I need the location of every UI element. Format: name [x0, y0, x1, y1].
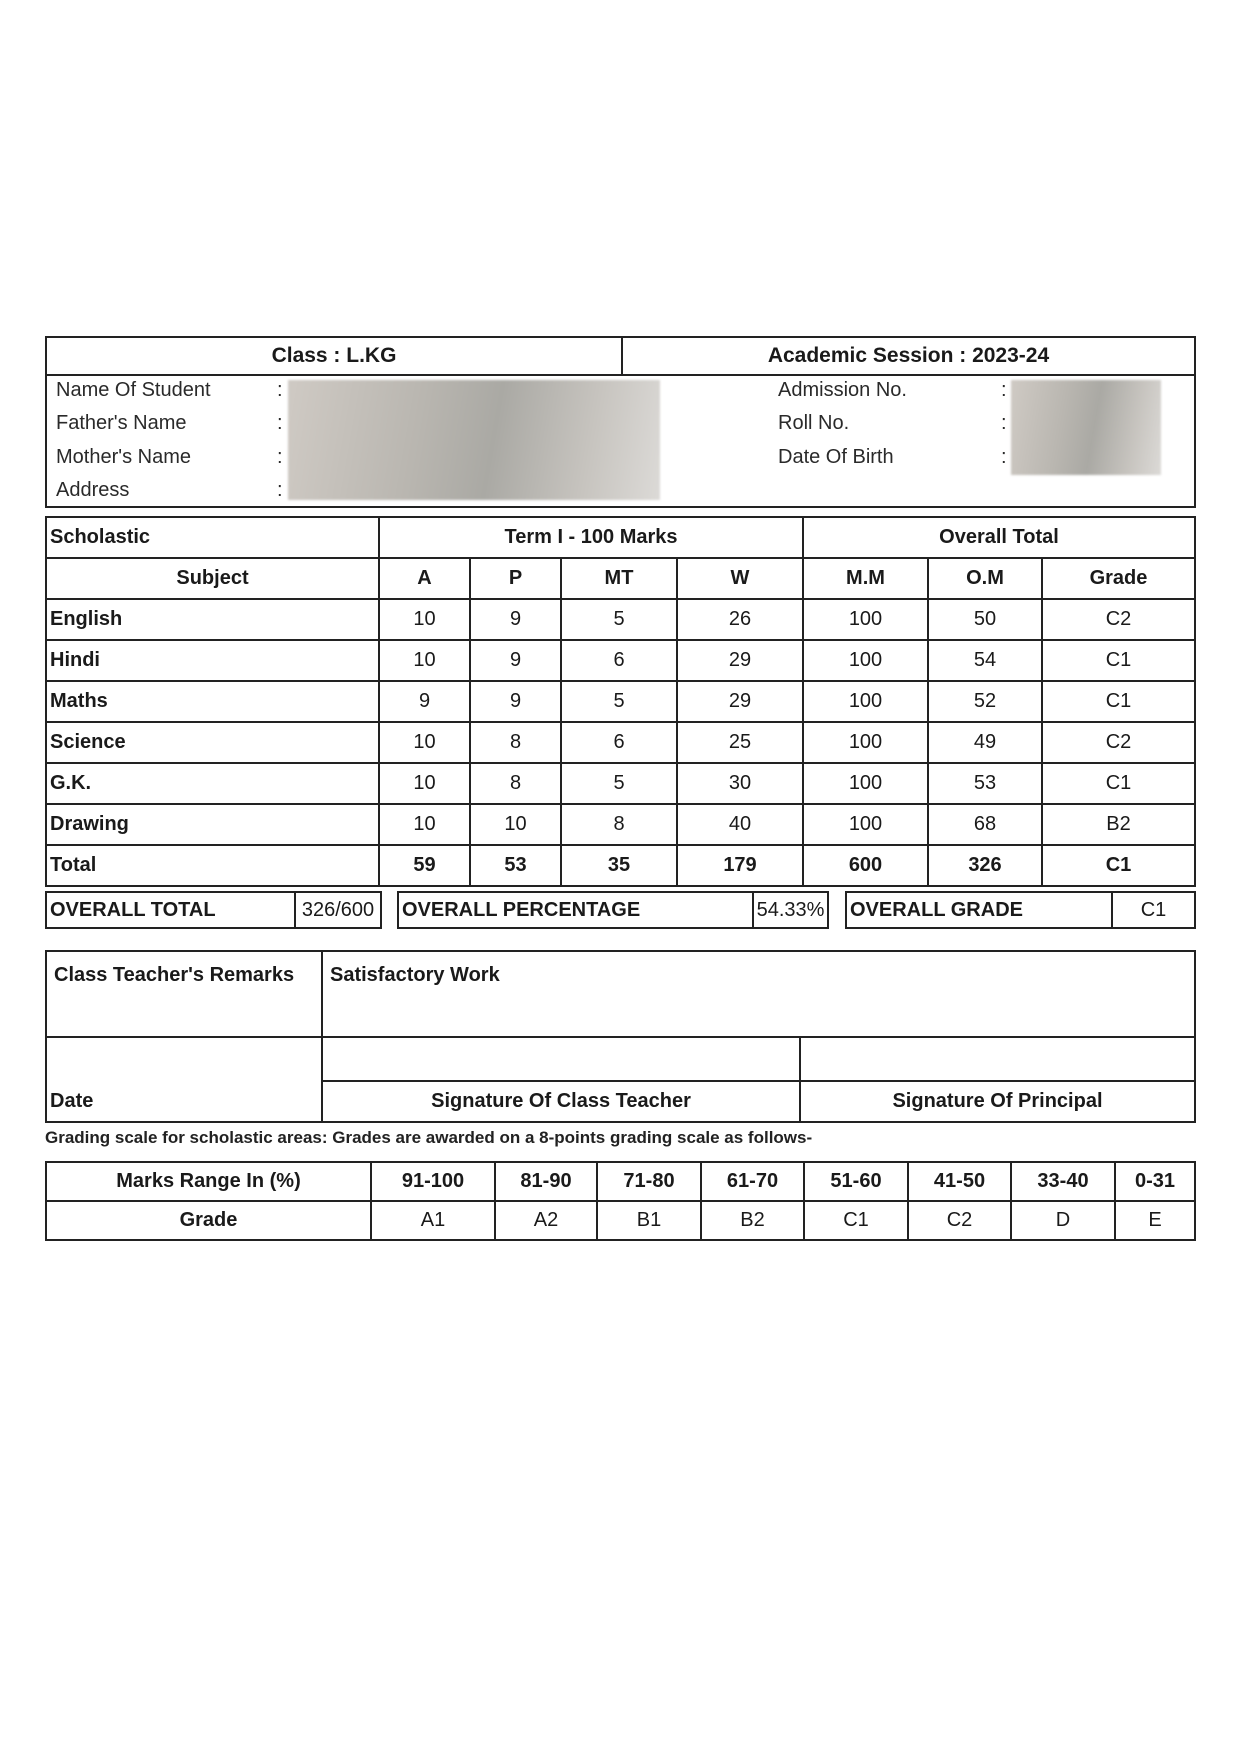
cell-grade: C1	[1042, 763, 1195, 804]
grade-cell: C1	[804, 1201, 908, 1240]
total-p: 53	[470, 845, 561, 886]
table-row	[46, 681, 1195, 722]
cell-mt: 5	[561, 681, 677, 722]
colon: :	[277, 446, 283, 468]
cell-mt: 5	[561, 763, 677, 804]
cell-p: 9	[470, 599, 561, 640]
cell-mt: 6	[561, 640, 677, 681]
grade-cell: A1	[371, 1201, 495, 1240]
principal-signature-label: Signature Of Principal	[800, 1081, 1195, 1122]
total-mt: 35	[561, 845, 677, 886]
cell-a: 10	[379, 599, 470, 640]
group-scholastic: Scholastic	[46, 517, 379, 558]
overall-total-box	[45, 891, 382, 929]
grade-row	[46, 1201, 1195, 1240]
colon: :	[277, 379, 283, 401]
total-mm: 600	[803, 845, 928, 886]
colon: :	[277, 412, 283, 434]
label-roll-no: Roll No.	[778, 412, 850, 434]
redacted-student-details	[288, 380, 660, 500]
group-overall-total: Overall Total	[803, 517, 1195, 558]
range-row	[46, 1162, 1195, 1201]
signature-space-row	[46, 1037, 1195, 1081]
cell-a: 10	[379, 722, 470, 763]
label-date-of-birth: Date Of Birth	[778, 446, 894, 468]
subject-cell: Maths	[46, 681, 379, 722]
col-mt: MT	[561, 558, 677, 599]
cell-mt: 8	[561, 804, 677, 845]
cell-om: 53	[928, 763, 1042, 804]
overall-grade-label: OVERALL GRADE	[850, 898, 1023, 921]
cell-mm: 100	[803, 640, 928, 681]
grade-cell: C2	[908, 1201, 1011, 1240]
col-om: O.M	[928, 558, 1042, 599]
cell-p: 8	[470, 763, 561, 804]
range-cell: 91-100	[371, 1162, 495, 1201]
grading-scale-table	[45, 1161, 1196, 1241]
cell-a: 10	[379, 763, 470, 804]
overall-total-label: OVERALL TOTAL	[50, 898, 216, 921]
cell-grade: C2	[1042, 722, 1195, 763]
table-row	[46, 640, 1195, 681]
cell-w: 29	[677, 681, 803, 722]
session-label: Academic Session : 2023-24	[622, 337, 1195, 375]
grade-cell: E	[1115, 1201, 1195, 1240]
label-address: Address	[56, 479, 130, 501]
label-name-of-student: Name Of Student	[56, 379, 211, 401]
cell-w: 40	[677, 804, 803, 845]
cell-mm: 100	[803, 804, 928, 845]
col-mm: M.M	[803, 558, 928, 599]
overall-grade-box	[845, 891, 1196, 929]
total-w: 179	[677, 845, 803, 886]
range-cell: 81-90	[495, 1162, 597, 1201]
cell-w: 26	[677, 599, 803, 640]
teacher-signature-space	[322, 1037, 800, 1081]
cell-om: 49	[928, 722, 1042, 763]
principal-signature-space	[800, 1037, 1195, 1081]
cell-w: 25	[677, 722, 803, 763]
overall-percentage-label: OVERALL PERCENTAGE	[402, 898, 641, 921]
overall-percentage-box	[397, 891, 829, 929]
grade-cell: B2	[701, 1201, 804, 1240]
overall-percentage-value: 54.33%	[752, 893, 827, 927]
cell-grade: B2	[1042, 804, 1195, 845]
cell-grade: C1	[1042, 681, 1195, 722]
range-cell: 51-60	[804, 1162, 908, 1201]
remarks-table	[45, 950, 1196, 1123]
grading-scale-note: Grading scale for scholastic areas: Grades are awarded on a 8-points grading scale as follows-	[45, 1128, 813, 1147]
grade-label: Grade	[46, 1201, 371, 1240]
cell-om: 52	[928, 681, 1042, 722]
cell-p: 10	[470, 804, 561, 845]
cell-p: 9	[470, 681, 561, 722]
range-cell: 61-70	[701, 1162, 804, 1201]
cell-p: 9	[470, 640, 561, 681]
group-header-row	[46, 517, 1195, 558]
table-row	[46, 763, 1195, 804]
remarks-label: Class Teacher's Remarks	[46, 951, 322, 1037]
overall-total-value: 326/600	[294, 893, 380, 927]
marks-table	[45, 516, 1196, 887]
col-a: A	[379, 558, 470, 599]
range-cell: 33-40	[1011, 1162, 1115, 1201]
range-label: Marks Range In (%)	[46, 1162, 371, 1201]
subject-cell: Drawing	[46, 804, 379, 845]
cell-mm: 100	[803, 763, 928, 804]
cell-om: 68	[928, 804, 1042, 845]
redacted-admission-details	[1011, 380, 1161, 475]
colon: :	[1001, 379, 1007, 401]
total-grade: C1	[1042, 845, 1195, 886]
cell-mt: 5	[561, 599, 677, 640]
teacher-signature-label: Signature Of Class Teacher	[322, 1081, 800, 1122]
cell-w: 30	[677, 763, 803, 804]
label-admission-no: Admission No.	[778, 379, 907, 401]
label-mothers-name: Mother's Name	[56, 446, 191, 468]
total-om: 326	[928, 845, 1042, 886]
col-grade: Grade	[1042, 558, 1195, 599]
total-a: 59	[379, 845, 470, 886]
subject-cell: Hindi	[46, 640, 379, 681]
class-label: Class : L.KG	[46, 337, 622, 375]
table-row	[46, 804, 1195, 845]
colon: :	[1001, 412, 1007, 434]
range-cell: 71-80	[597, 1162, 701, 1201]
remarks-value: Satisfactory Work	[322, 951, 1195, 1037]
cell-p: 8	[470, 722, 561, 763]
cell-mm: 100	[803, 722, 928, 763]
student-info	[45, 373, 1196, 508]
colon: :	[1001, 446, 1007, 468]
col-p: P	[470, 558, 561, 599]
colon: :	[277, 479, 283, 501]
label-fathers-name: Father's Name	[56, 412, 187, 434]
cell-a: 10	[379, 804, 470, 845]
date-label: Date	[46, 1037, 322, 1122]
remarks-row	[46, 951, 1195, 1037]
cell-a: 9	[379, 681, 470, 722]
cell-om: 54	[928, 640, 1042, 681]
subject-cell: G.K.	[46, 763, 379, 804]
cell-grade: C2	[1042, 599, 1195, 640]
total-row	[46, 845, 1195, 886]
cell-mt: 6	[561, 722, 677, 763]
range-cell: 0-31	[1115, 1162, 1195, 1201]
subject-cell: English	[46, 599, 379, 640]
cell-om: 50	[928, 599, 1042, 640]
cell-a: 10	[379, 640, 470, 681]
col-subject: Subject	[46, 558, 379, 599]
col-w: W	[677, 558, 803, 599]
overall-grade-value: C1	[1111, 893, 1194, 927]
grade-cell: B1	[597, 1201, 701, 1240]
range-cell: 41-50	[908, 1162, 1011, 1201]
cell-mm: 100	[803, 599, 928, 640]
cell-w: 29	[677, 640, 803, 681]
cell-mm: 100	[803, 681, 928, 722]
cell-grade: C1	[1042, 640, 1195, 681]
group-term-1: Term I - 100 Marks	[379, 517, 803, 558]
table-row	[46, 722, 1195, 763]
table-row	[46, 599, 1195, 640]
header-table	[45, 336, 1196, 376]
total-label: Total	[46, 845, 379, 886]
grade-cell: A2	[495, 1201, 597, 1240]
header-row	[46, 337, 1195, 375]
subject-cell: Science	[46, 722, 379, 763]
column-header-row	[46, 558, 1195, 599]
grade-cell: D	[1011, 1201, 1115, 1240]
